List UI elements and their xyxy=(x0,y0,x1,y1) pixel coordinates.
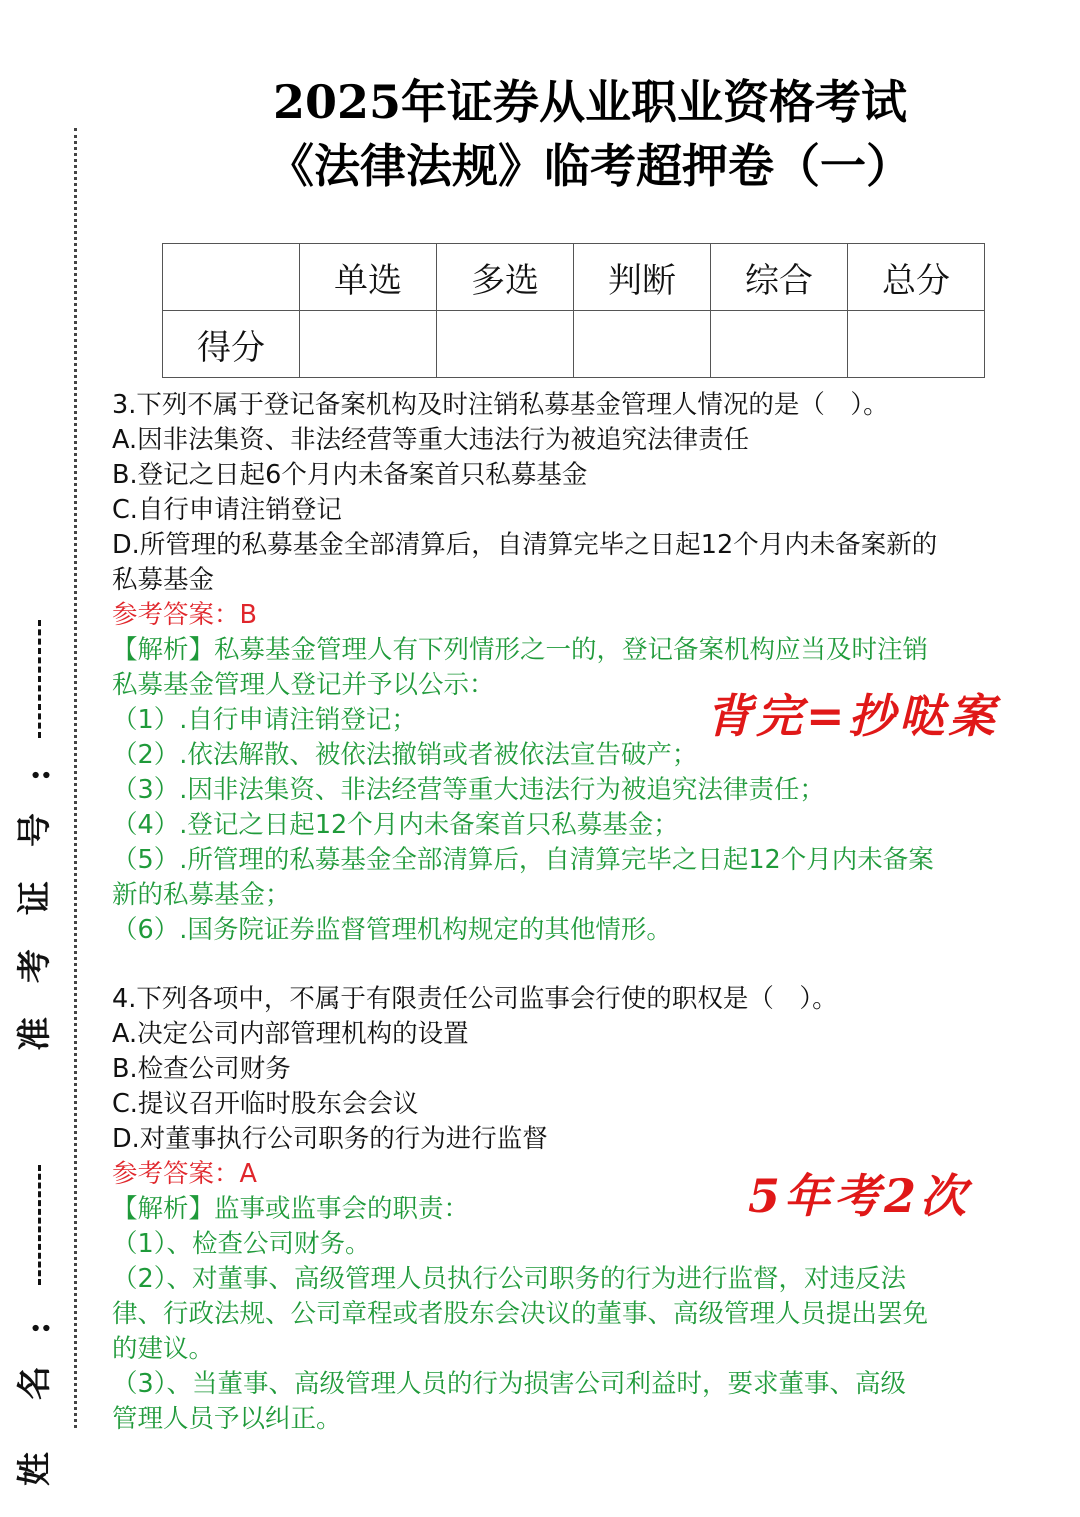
name-label-char: 名 xyxy=(15,1366,55,1400)
score-row-label: 得分 xyxy=(163,311,300,378)
analysis-line: 【解析】私募基金管理人有下列情形之一的，登记备案机构应当及时注销 xyxy=(112,635,929,665)
analysis-line: （2）、对董事、高级管理人员执行公司职务的行为进行监督，对违反法 xyxy=(112,1264,906,1294)
reference-answer: 参考答案：B xyxy=(112,600,257,630)
name-blank[interactable] xyxy=(38,1165,41,1285)
page-title-line2: 《法律法规》临考超押卷（一） xyxy=(268,139,912,193)
analysis-line: （2）.依法解散、被依法撤销或者被依法宣告破产； xyxy=(112,740,698,770)
analysis-line: （1）、检查公司财务。 xyxy=(112,1229,371,1259)
score-table-header-row xyxy=(163,244,985,311)
name-field[interactable] xyxy=(15,1165,68,1517)
exam-id-colon: : xyxy=(18,768,58,782)
analysis-line: 私募基金管理人登记并予以公示： xyxy=(112,670,495,700)
analysis-line: （3）、当董事、高级管理人员的行为损害公司利益时，要求董事、高级 xyxy=(112,1369,906,1399)
name-label-char: 姓 xyxy=(15,1452,55,1486)
question-option: C.自行申请注销登记 xyxy=(112,495,342,525)
question-option: A.因非法集资、非法经营等重大违法行为被追究法律责任 xyxy=(112,425,750,455)
question-option: C.提议召开临时股东会会议 xyxy=(112,1089,419,1119)
exam-id-label-char: 准 xyxy=(15,1017,55,1051)
question-option: D.所管理的私募基金全部清算后，自清算完毕之日起12个月内未备案新的 xyxy=(112,530,938,560)
question-option: D.对董事执行公司职务的行为进行监督 xyxy=(112,1124,548,1154)
exam-id-label-char: 证 xyxy=(15,881,55,915)
score-cell[interactable] xyxy=(437,311,574,378)
analysis-line: （4）.登记之日起12个月内未备案首只私募基金； xyxy=(112,810,679,840)
score-cell[interactable] xyxy=(574,311,711,378)
exam-id-label-char: 考 xyxy=(15,949,55,983)
exam-id-label-char: 号 xyxy=(15,813,55,847)
score-header-cell xyxy=(163,244,300,311)
question-option: 私募基金 xyxy=(112,565,215,595)
score-header-cell: 判断 xyxy=(574,244,711,311)
analysis-line: （6）.国务院证券监督管理机构规定的其他情形。 xyxy=(112,915,672,945)
score-header-cell: 综合 xyxy=(711,244,848,311)
exam-id-blank[interactable] xyxy=(38,620,41,738)
question-option: A.决定公司内部管理机构的设置 xyxy=(112,1019,469,1049)
score-cell[interactable] xyxy=(300,311,437,378)
question-stem: 3.下列不属于登记备案机构及时注销私募基金管理人情况的是（ ）。 xyxy=(112,390,889,420)
score-cell[interactable] xyxy=(711,311,848,378)
analysis-line: 【解析】监事或监事会的职责： xyxy=(112,1194,470,1224)
analysis-line: （5）.所管理的私募基金全部清算后，自清算完毕之日起12个月内未备案 xyxy=(112,845,934,875)
handwritten-note-q4: 5年考2次 xyxy=(748,1169,971,1223)
score-cell[interactable] xyxy=(848,311,985,378)
question-stem: 4.下列各项中，不属于有限责任公司监事会行使的职权是（ ）。 xyxy=(112,984,838,1014)
question-option: B.登记之日起6个月内未备案首只私募基金 xyxy=(112,460,588,490)
score-header-cell: 多选 xyxy=(437,244,574,311)
question-3 xyxy=(112,388,1052,948)
score-table-score-row xyxy=(163,311,985,378)
reference-answer: 参考答案：A xyxy=(112,1159,257,1189)
score-header-cell: 总分 xyxy=(848,244,985,311)
analysis-line: （1）.自行申请注销登记； xyxy=(112,705,417,735)
handwritten-note-q3: 背完=抄哒案 xyxy=(706,689,999,743)
score-header-cell: 单选 xyxy=(300,244,437,311)
question-option: B.检查公司财务 xyxy=(112,1054,291,1084)
analysis-line: 新的私募基金； xyxy=(112,880,291,910)
score-table xyxy=(162,243,985,378)
binding-dotted-line xyxy=(74,128,77,1428)
analysis-line: 律、行政法规、公司章程或者股东会决议的董事、高级管理人员提出罢免 xyxy=(112,1299,929,1329)
analysis-line: （3）.因非法集资、非法经营等重大违法行为被追究法律责任； xyxy=(112,775,825,805)
name-colon: : xyxy=(18,1321,58,1335)
exam-id-field[interactable] xyxy=(15,620,68,1082)
analysis-line: 的建议。 xyxy=(112,1334,215,1364)
analysis-line: 管理人员予以纠正。 xyxy=(112,1404,342,1434)
page-title-line1: 2025年证券从业职业资格考试 xyxy=(272,75,908,129)
